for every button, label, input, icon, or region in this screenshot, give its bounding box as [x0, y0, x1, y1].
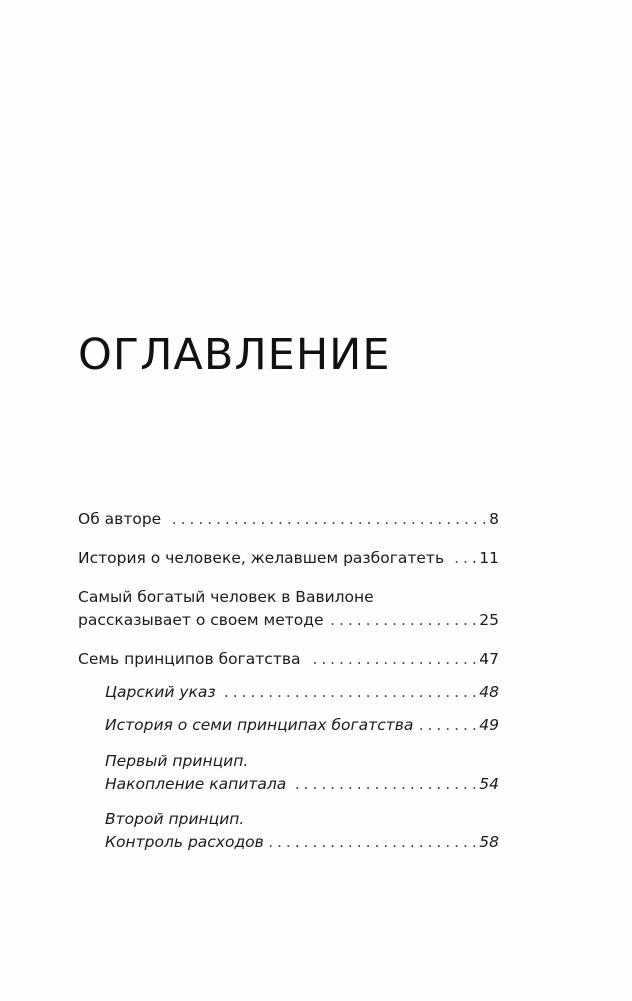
entry-title: Второй принцип.	[105, 810, 245, 828]
table-of-contents	[78, 508, 499, 866]
toc-entry[interactable]	[78, 586, 499, 632]
entry-title: Накопление капитала	[105, 775, 287, 793]
toc-subentry[interactable]	[105, 808, 499, 854]
toc-entry[interactable]	[78, 508, 499, 531]
page-number: 58	[479, 833, 499, 851]
page-title: ОГЛАВЛЕНИЕ	[78, 330, 391, 380]
page-number: 54	[479, 775, 499, 793]
page-number: 47	[479, 650, 499, 668]
dot-leader	[307, 648, 477, 671]
toc-subentry[interactable]	[105, 750, 499, 796]
page-number: 8	[489, 510, 499, 528]
entry-title: Об авторе	[78, 510, 162, 528]
dot-leader	[292, 773, 476, 796]
toc-entry[interactable]	[78, 547, 499, 570]
entry-title: История о человеке, желавшем разбогатеть	[78, 549, 445, 567]
entry-title: Семь принципов богатства	[78, 650, 301, 668]
toc-subentry[interactable]	[105, 681, 499, 704]
dot-leader	[450, 547, 476, 570]
entry-title: Первый принцип.	[105, 752, 249, 770]
entry-title: История о семи принципах богатства	[105, 716, 414, 734]
page-number: 49	[479, 716, 499, 734]
toc-subentry[interactable]	[105, 714, 499, 737]
page-number: 25	[479, 611, 499, 629]
dot-leader	[270, 831, 476, 854]
dot-leader	[330, 609, 477, 632]
page-number: 48	[479, 683, 499, 701]
entry-title: Самый богатый человек в Вавилоне	[78, 588, 374, 606]
toc-entry[interactable]	[78, 648, 499, 671]
page-number: 11	[479, 549, 499, 567]
entry-title: рассказывает о своем методе	[78, 611, 324, 629]
dot-leader	[419, 714, 476, 737]
dot-leader	[222, 681, 477, 704]
dot-leader	[167, 508, 486, 531]
entry-title: Контроль расходов	[105, 833, 264, 851]
entry-title: Царский указ	[105, 683, 216, 701]
